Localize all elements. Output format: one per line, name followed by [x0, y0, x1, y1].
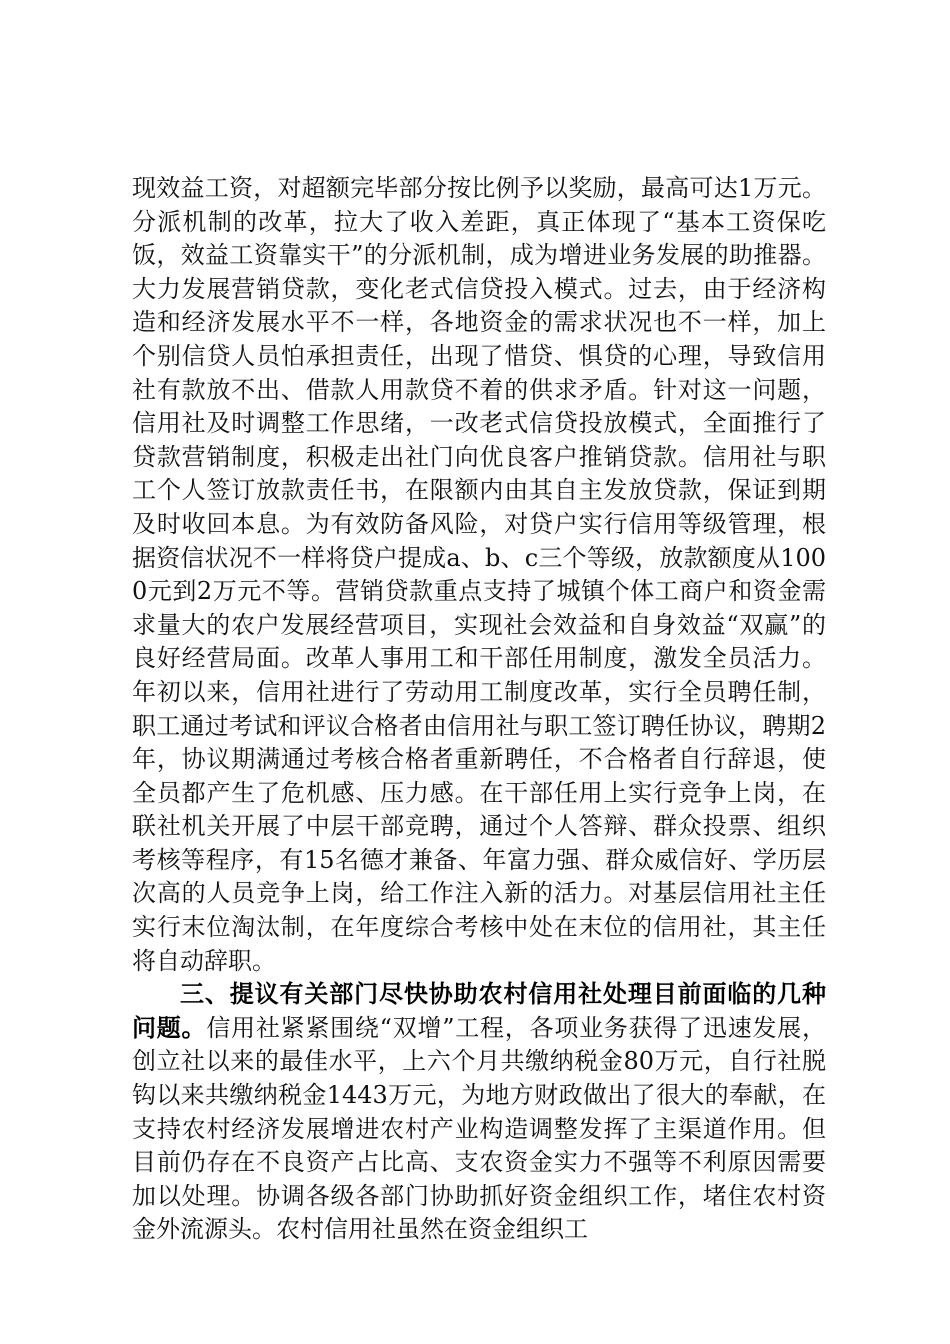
body-paragraph-2-text: 信用社紧紧围绕“双增”工程，各项业务获得了迅速发展，创立社以来的最佳水平，上六个月共缴纳税金80万元，自行社脱钩以来共缴纳税金1443万元，为地方财政做出了很大的奉献，在支持农村经济发展增进农村产业构造调整发挥了主渠道作用。但目前仍存在不良资产占比高、支农资金实力不强等不利原因需要加以处理。协调各级各部门协助抓好资金组织工作，堵住农村资金外流源头。农村信用社虽然在资金组织工 [132, 1013, 827, 1244]
section-heading-3: 三、提议有关部门尽快协助农村信用社处理目前面临的几种问题。 [132, 980, 826, 1042]
document-page [132, 172, 826, 1247]
body-paragraph-2 [132, 978, 826, 1247]
body-paragraph-1: 现效益工资，对超额完毕部分按比例予以奖励，最高可达1万元。分派机制的改革，拉大了收入差距，真正体现了“基本工资保吃饭，效益工资靠实干”的分派机制，成为增进业务发展的助推器。大力发展营销贷款，变化老式信贷投入模式。过去，由于经济构造和经济发展水平不一样，各地资金的需求状况也不一样，加上个别信贷人员怕承担责任，出现了惜贷、惧贷的心理，导致信用社有款放不出、借款人用款贷不着的供求矛盾。针对这一问题，信用社及时调整工作思绪，一改老式信贷投放模式，全面推行了贷款营销制度，积极走出社门向优良客户推销贷款。信用社与职工个人签订放款责任书，在限额内由其自主发放贷款，保证到期及时收回本息。为有效防备风险，对贷户实行信用等级管理，根据资信状况不一样将贷户提成a、b、c三个等级，放款额度从1000元到2万元不等。营销贷款重点支持了城镇个体工商户和资金需求量大的农户发展经营项目，实现社会效益和自身效益“双赢”的良好经营局面。改革人事用工和干部任用制度，激发全员活力。年初以来，信用社进行了劳动用工制度改革，实行全员聘任制，职工通过考试和评议合格者由信用社与职工签订聘任协议，聘期2年，协议期满通过考核合格者重新聘任，不合格者自行辞退，使全员都产生了危机感、压力感。在干部任用上实行竞争上岗，在联社机关开展了中层干部竞聘，通过个人答辩、群众投票、组织考核等程序，有15名德才兼备、年富力强、群众威信好、学历层次高的人员竞争上岗，给工作注入新的活力。对基层信用社主任实行末位淘汰制，在年度综合考核中处在末位的信用社，其主任将自动辞职。 [132, 174, 826, 975]
